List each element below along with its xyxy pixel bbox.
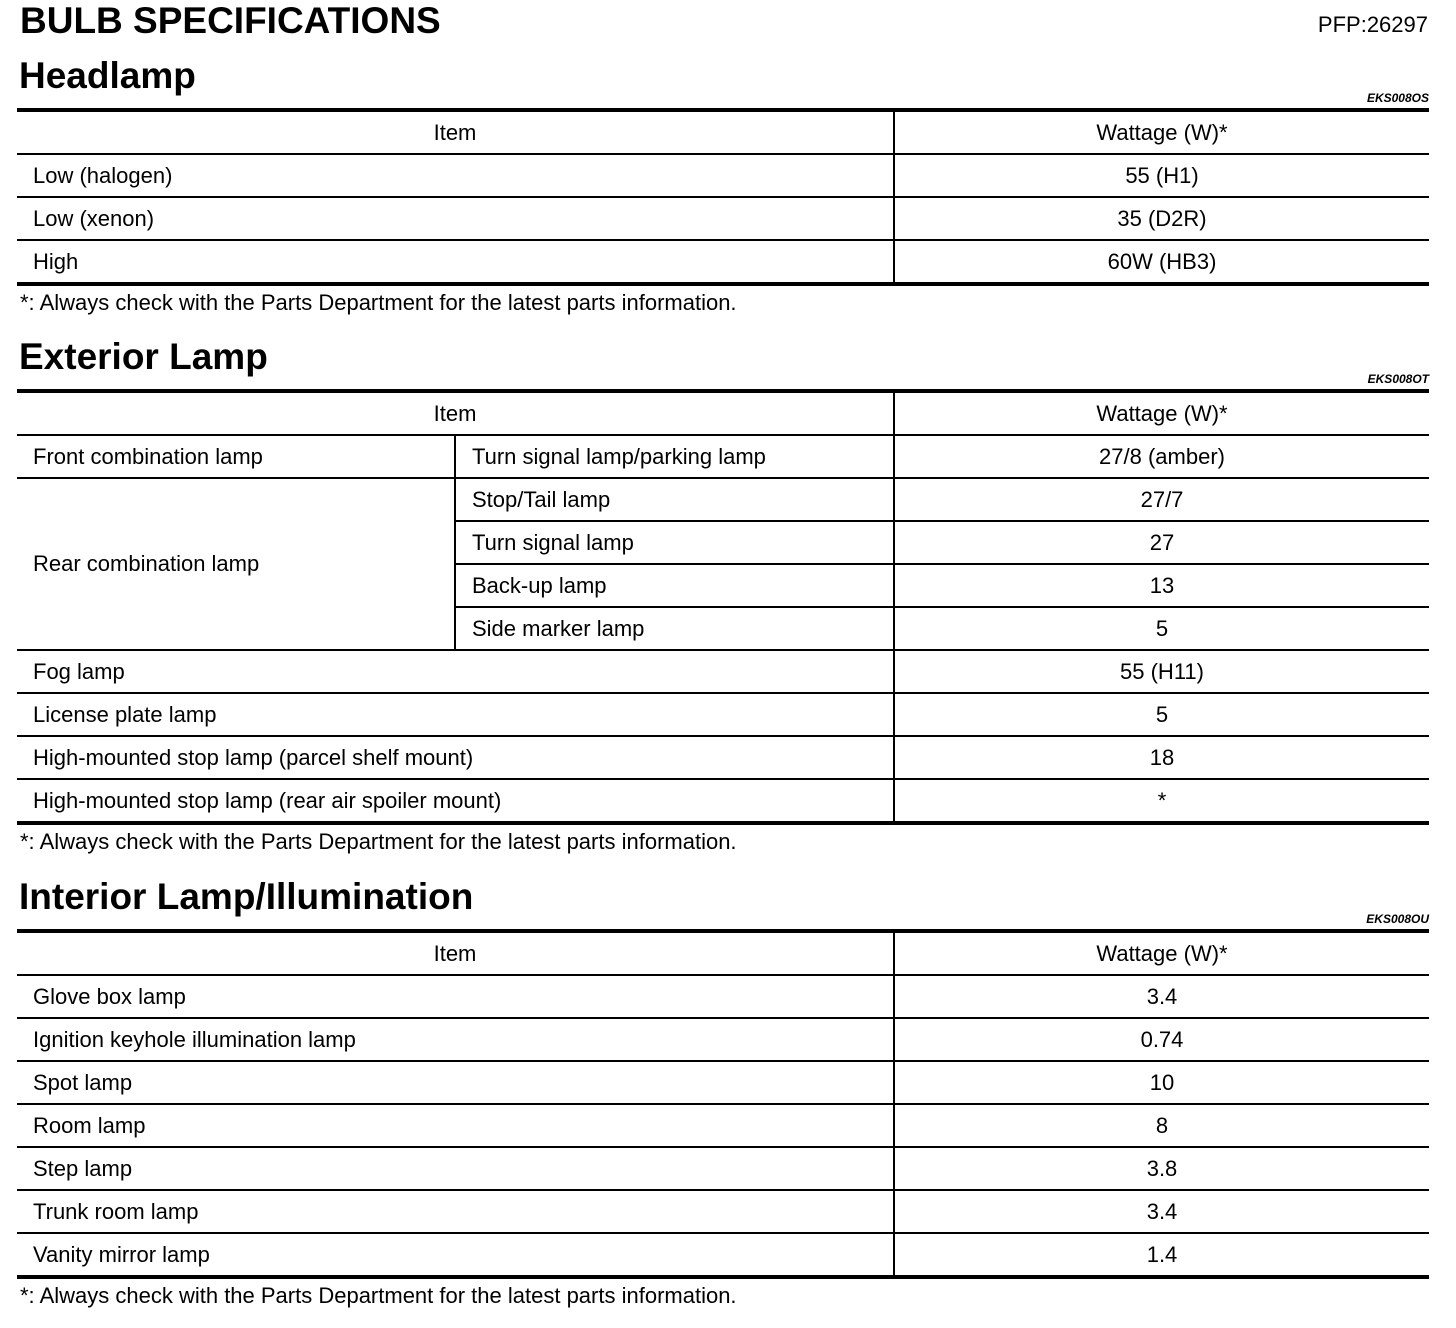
interior-title: Interior Lamp/Illumination — [19, 876, 474, 917]
wattage-cell: * — [894, 779, 1429, 823]
wattage-cell: 3.4 — [894, 975, 1429, 1018]
wattage-cell: 55 (H1) — [894, 154, 1429, 197]
table-row — [17, 154, 1429, 197]
table-row — [17, 197, 1429, 240]
page-title: BULB SPECIFICATIONS — [20, 0, 441, 41]
headlamp-table — [17, 108, 1429, 286]
wattage-cell: 60W (HB3) — [894, 240, 1429, 284]
table-row — [17, 1233, 1429, 1277]
item-cell: Front combination lamp — [17, 435, 455, 478]
wattage-cell: 55 (H11) — [894, 650, 1429, 693]
sub-item-cell: Back-up lamp — [455, 564, 894, 607]
sub-item-cell: Stop/Tail lamp — [455, 478, 894, 521]
wattage-cell: 18 — [894, 736, 1429, 779]
pfp-number: PFP:26297 — [1317, 12, 1428, 37]
exterior-title: Exterior Lamp — [19, 336, 268, 377]
wattage-cell: 3.8 — [894, 1147, 1429, 1190]
column-header-wattage: Wattage (W)* — [894, 931, 1429, 975]
wattage-cell: 0.74 — [894, 1018, 1429, 1061]
wattage-cell: 35 (D2R) — [894, 197, 1429, 240]
table-row — [17, 650, 1429, 693]
item-cell: Step lamp — [17, 1147, 894, 1190]
wattage-cell: 27/8 (amber) — [894, 435, 1429, 478]
interior-table — [17, 929, 1429, 1279]
wattage-cell: 13 — [894, 564, 1429, 607]
item-cell: Room lamp — [17, 1104, 894, 1147]
headlamp-section — [17, 56, 1429, 320]
wattage-cell: 1.4 — [894, 1233, 1429, 1277]
wattage-cell: 8 — [894, 1104, 1429, 1147]
table-row — [17, 779, 1429, 823]
headlamp-title: Headlamp — [19, 55, 196, 96]
table-row — [17, 1018, 1429, 1061]
parts-note: *: Always check with the Parts Department for the latest parts information. — [20, 829, 737, 854]
table-row — [17, 693, 1429, 736]
column-header-wattage: Wattage (W)* — [894, 391, 1429, 435]
exterior-section — [17, 337, 1429, 859]
item-cell: Rear combination lamp — [17, 478, 455, 650]
table-row — [17, 1104, 1429, 1147]
item-cell: Fog lamp — [17, 650, 894, 693]
column-header-item: Item — [17, 391, 894, 435]
table-row — [17, 1061, 1429, 1104]
wattage-cell: 27 — [894, 521, 1429, 564]
item-cell: License plate lamp — [17, 693, 894, 736]
table-row — [17, 1147, 1429, 1190]
wattage-cell: 5 — [894, 607, 1429, 650]
table-row — [17, 478, 1429, 521]
table-header-row — [17, 931, 1429, 975]
item-cell: Ignition keyhole illumination lamp — [17, 1018, 894, 1061]
column-header-item: Item — [17, 110, 894, 154]
wattage-cell: 3.4 — [894, 1190, 1429, 1233]
interior-section — [17, 877, 1429, 1313]
table-row — [17, 975, 1429, 1018]
table-header-row — [17, 110, 1429, 154]
table-row — [17, 435, 1429, 478]
wattage-cell: 10 — [894, 1061, 1429, 1104]
table-header-row — [17, 391, 1429, 435]
table-row — [17, 736, 1429, 779]
headlamp-code: EKS008OS — [1366, 91, 1429, 105]
parts-note: *: Always check with the Parts Department for the latest parts information. — [20, 290, 737, 315]
item-cell: High-mounted stop lamp (rear air spoiler mount) — [33, 787, 502, 813]
sub-item-cell: Side marker lamp — [455, 607, 894, 650]
item-cell: Low (xenon) — [17, 197, 894, 240]
item-cell: Trunk room lamp — [17, 1190, 894, 1233]
item-cell: Spot lamp — [17, 1061, 894, 1104]
wattage-cell: 27/7 — [894, 478, 1429, 521]
item-cell: Low (halogen) — [17, 154, 894, 197]
table-row — [17, 240, 1429, 284]
interior-code: EKS008OU — [1366, 912, 1429, 926]
parts-note: *: Always check with the Parts Department for the latest parts information. — [20, 1283, 737, 1308]
column-header-item: Item — [17, 931, 894, 975]
exterior-table — [17, 389, 1429, 825]
item-cell: Glove box lamp — [17, 975, 894, 1018]
sub-item-cell: Turn signal lamp — [455, 521, 894, 564]
wattage-cell: 5 — [894, 693, 1429, 736]
sub-item-cell: Turn signal lamp/parking lamp — [455, 435, 894, 478]
column-header-wattage: Wattage (W)* — [894, 110, 1429, 154]
exterior-code: EKS008OT — [1367, 372, 1429, 386]
item-cell: High — [33, 248, 79, 274]
table-row — [17, 1190, 1429, 1233]
item-cell: High-mounted stop lamp (parcel shelf mount) — [17, 736, 894, 779]
item-cell: Vanity mirror lamp — [33, 1241, 210, 1267]
